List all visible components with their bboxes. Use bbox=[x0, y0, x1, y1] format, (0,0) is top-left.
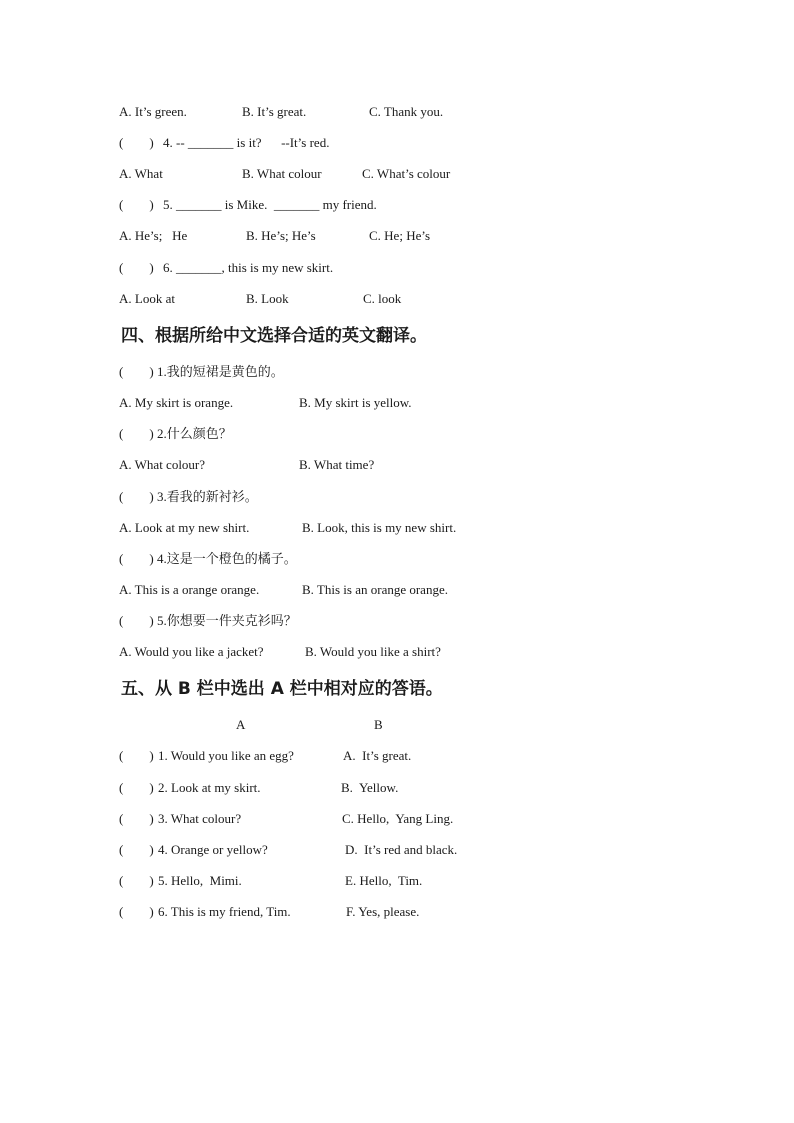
p4-q5-option-b: B. Would you like a shirt? bbox=[305, 644, 441, 659]
part4-heading: 四、根据所给中文选择合适的英文翻译。 bbox=[121, 326, 427, 346]
p5-row3-answer-paren[interactable]: ( ) bbox=[119, 811, 154, 826]
p4-q2-option-b: B. What time? bbox=[299, 457, 375, 472]
p4-q1-option-b: B. My skirt is yellow. bbox=[299, 395, 412, 410]
p5-row4-answer: D. It’s red and black. bbox=[345, 842, 458, 857]
p5-row2-answer: B. Yellow. bbox=[341, 780, 399, 795]
p5-row5-answer-paren[interactable]: ( ) bbox=[119, 873, 154, 888]
q5-answer-paren[interactable]: ( ) bbox=[119, 197, 154, 212]
p4-q2-option-a: A. What colour? bbox=[119, 457, 206, 472]
q6-option-c: C. look bbox=[363, 291, 402, 306]
p5-row3-answer: C. Hello, Yang Ling. bbox=[342, 811, 454, 826]
part5-heading: 五、从 B 栏中选出 A 栏中相对应的答语。 bbox=[121, 679, 443, 699]
p4-q1-answer-paren[interactable]: ( ) bbox=[119, 364, 154, 379]
q6-answer-paren[interactable]: ( ) bbox=[119, 260, 154, 275]
p5-row4-question: 4. Orange or yellow? bbox=[158, 842, 268, 857]
p5-row5-question: 5. Hello, Mimi. bbox=[158, 873, 242, 888]
p5-row6-answer: F. Yes, please. bbox=[346, 904, 420, 919]
q5-option-c: C. He; He’s bbox=[369, 228, 431, 243]
p5-column-b-header: B bbox=[374, 717, 383, 732]
p4-q1-prompt: 1.我的短裙是黄色的。 bbox=[157, 364, 284, 379]
p4-q4-prompt: 4.这是一个橙色的橘子。 bbox=[157, 551, 297, 566]
p5-row4-answer-paren[interactable]: ( ) bbox=[119, 842, 154, 857]
p4-q2-answer-paren[interactable]: ( ) bbox=[119, 426, 154, 441]
p5-row1-question: 1. Would you like an egg? bbox=[158, 748, 294, 763]
p4-q5-prompt: 5.你想要一件夹克衫吗？ bbox=[157, 613, 297, 628]
q4-option-b: B. What colour bbox=[242, 166, 322, 181]
p4-q1-option-a: A. My skirt is orange. bbox=[119, 395, 234, 410]
q3-option-a: A. It’s green. bbox=[119, 104, 187, 119]
p4-q4-answer-paren[interactable]: ( ) bbox=[119, 551, 154, 566]
p4-q5-answer-paren[interactable]: ( ) bbox=[119, 613, 154, 628]
p4-q3-option-b: B. Look, this is my new shirt. bbox=[302, 520, 457, 535]
p5-row5-answer: E. Hello, Tim. bbox=[345, 873, 423, 888]
p4-q4-option-b: B. This is an orange orange. bbox=[302, 582, 448, 597]
q4-option-a: A. What bbox=[119, 166, 163, 181]
q6-question: 6. _______, this is my new skirt. bbox=[163, 260, 334, 275]
q3-option-b: B. It’s great. bbox=[242, 104, 307, 119]
p5-row2-answer-paren[interactable]: ( ) bbox=[119, 780, 154, 795]
q3-option-c: C. Thank you. bbox=[369, 104, 444, 119]
p5-row6-question: 6. This is my friend, Tim. bbox=[158, 904, 291, 919]
q6-option-a: A. Look at bbox=[119, 291, 175, 306]
q5-option-b: B. He’s; He’s bbox=[246, 228, 316, 243]
p5-row1-answer-paren[interactable]: ( ) bbox=[119, 748, 154, 763]
p5-row6-answer-paren[interactable]: ( ) bbox=[119, 904, 154, 919]
q4-option-c: C. What’s colour bbox=[362, 166, 451, 181]
q6-option-b: B. Look bbox=[246, 291, 289, 306]
q4-question: 4. -- _______ is it? --It’s red. bbox=[163, 135, 330, 150]
q5-option-a: A. He’s; He bbox=[119, 228, 188, 243]
p4-q3-answer-paren[interactable]: ( ) bbox=[119, 489, 154, 504]
p4-q2-prompt: 2.什么颜色？ bbox=[157, 426, 232, 441]
p4-q3-prompt: 3.看我的新衬衫。 bbox=[157, 489, 258, 504]
p4-q3-option-a: A. Look at my new shirt. bbox=[119, 520, 250, 535]
q5-question: 5. _______ is Mike. _______ my friend. bbox=[163, 197, 377, 212]
p4-q4-option-a: A. This is a orange orange. bbox=[119, 582, 260, 597]
p5-row2-question: 2. Look at my skirt. bbox=[158, 780, 261, 795]
p5-row1-answer: A. It’s great. bbox=[343, 748, 412, 763]
q4-answer-paren[interactable]: ( ) bbox=[119, 135, 154, 150]
p4-q5-option-a: A. Would you like a jacket? bbox=[119, 644, 264, 659]
p5-row3-question: 3. What colour? bbox=[158, 811, 242, 826]
p5-column-a-header: A bbox=[236, 717, 246, 732]
